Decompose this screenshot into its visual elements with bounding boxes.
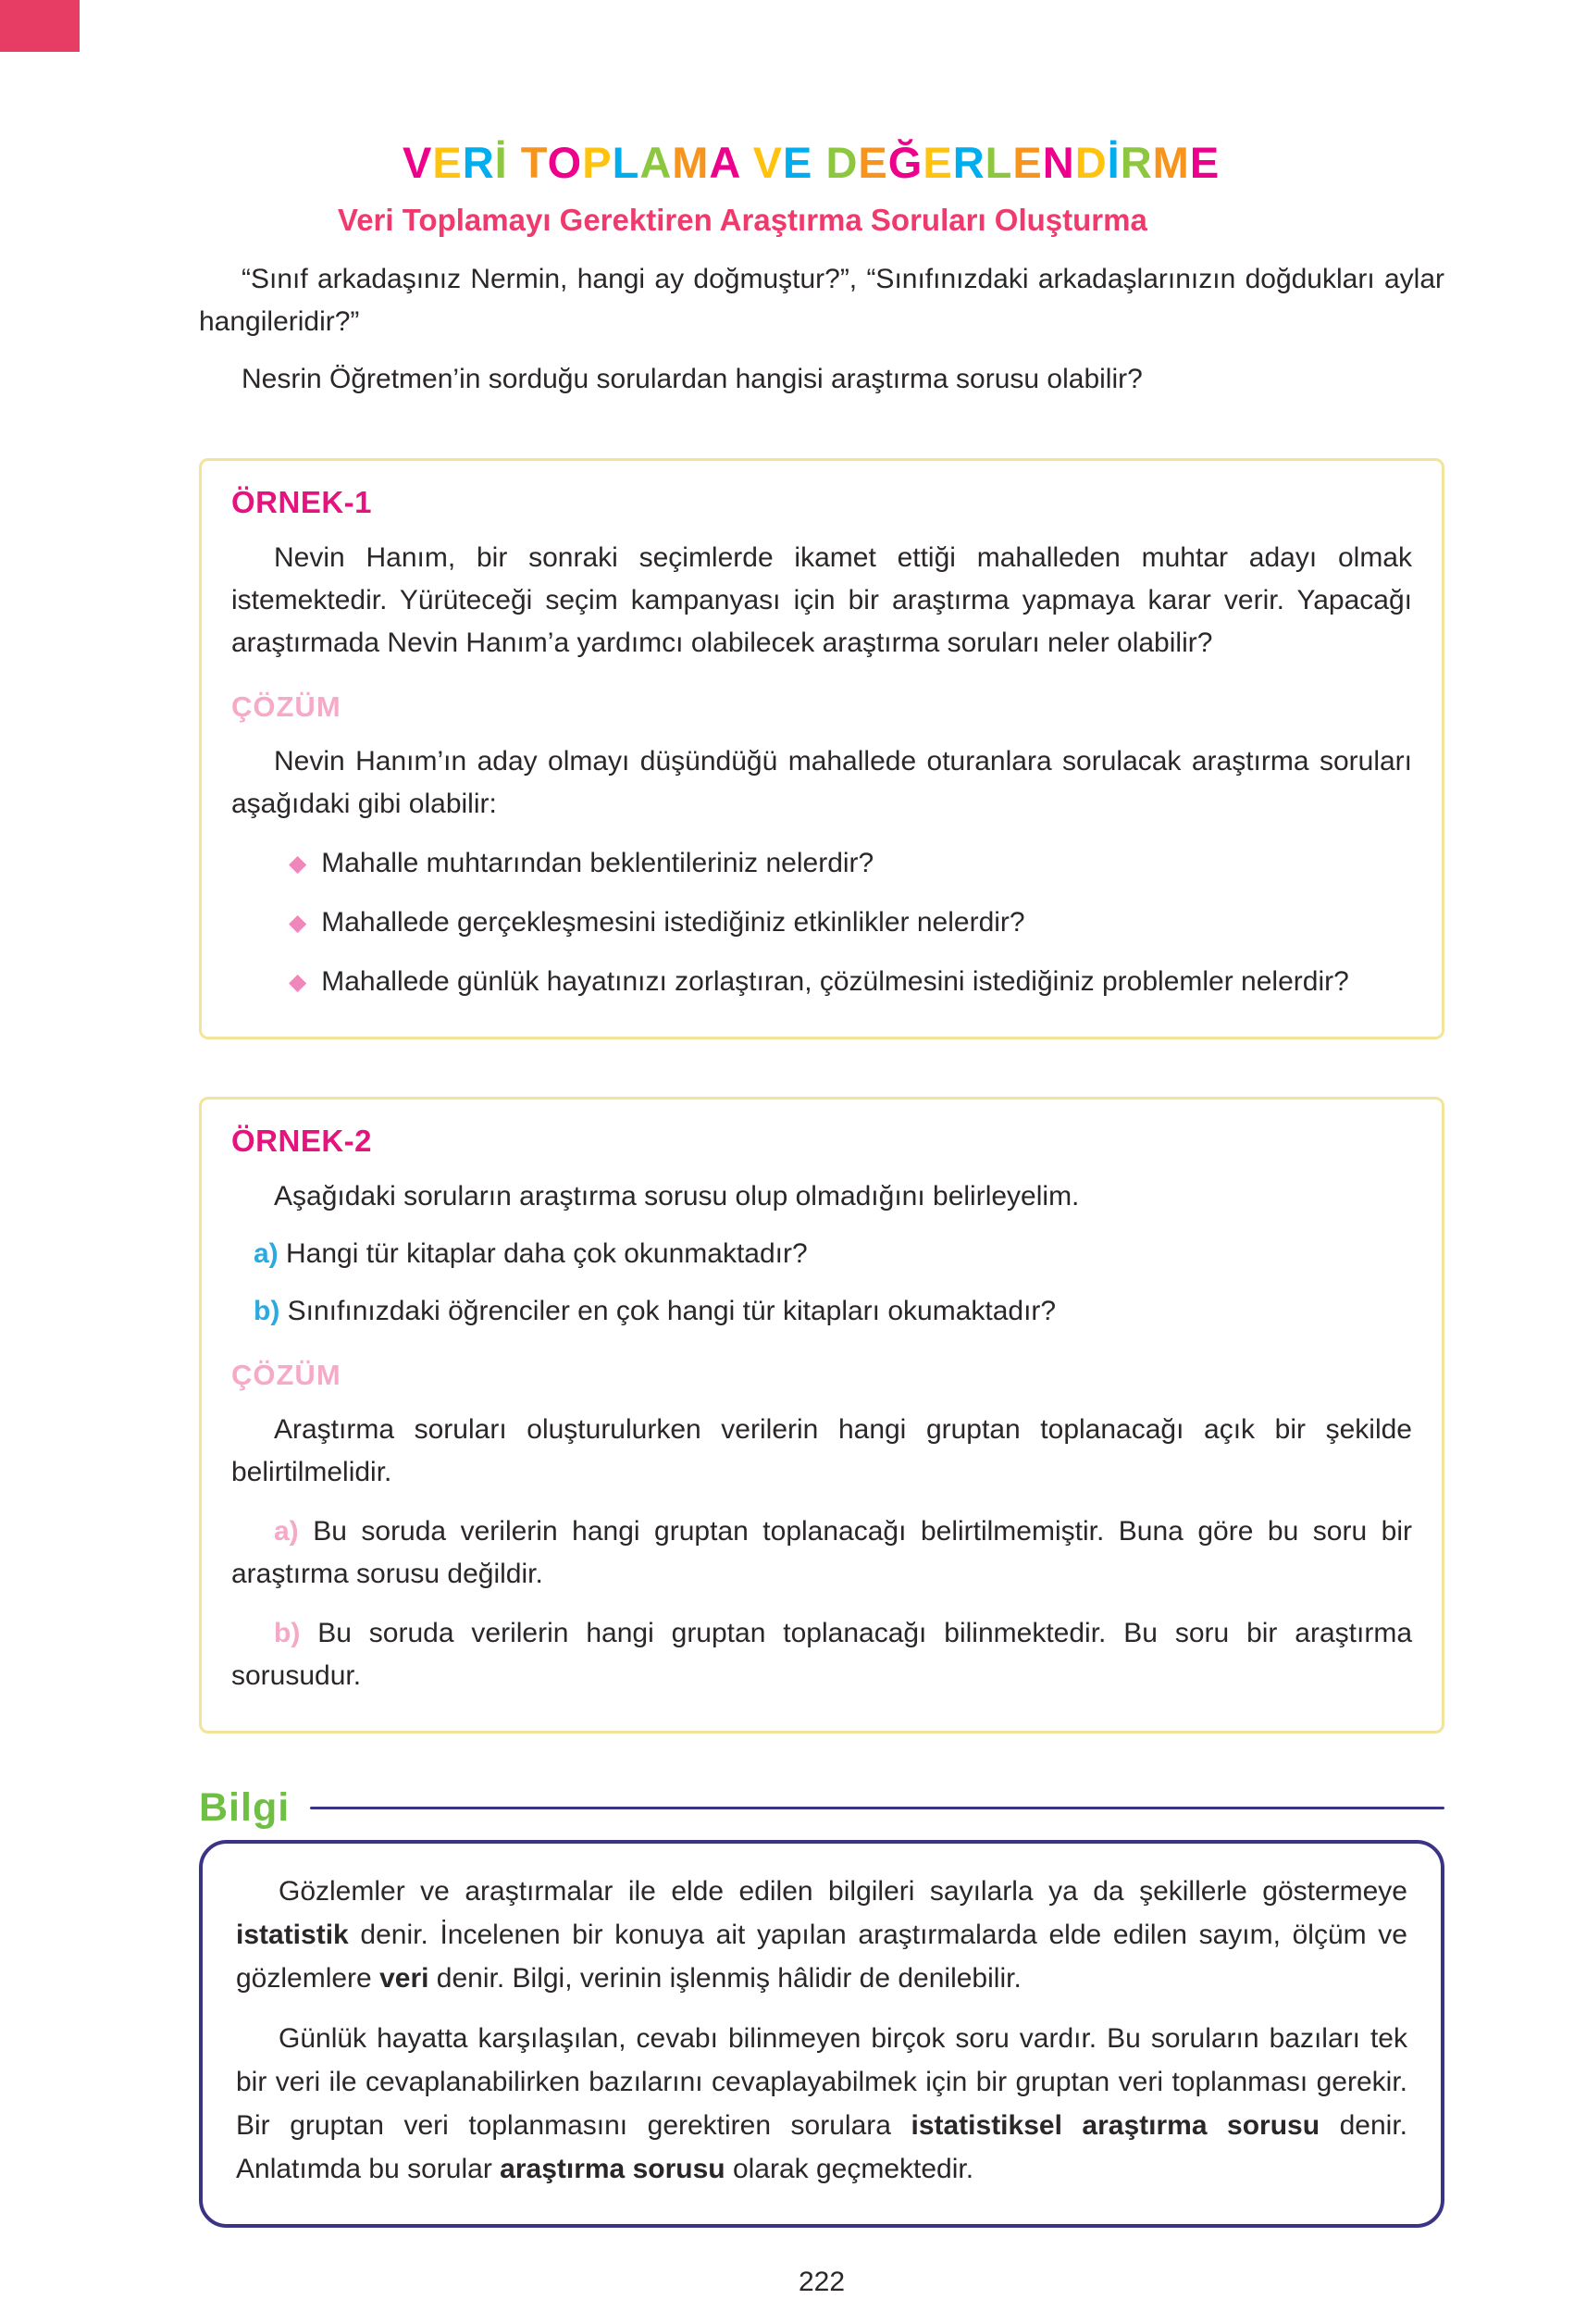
example-1-solution-intro: Nevin Hanım’ın aday olmayı düşündüğü mahallede oturanlara sorulacak araştırma soruları aşağıdaki gibi olabilir: bbox=[231, 746, 1412, 819]
example-2-solution-label: ÇÖZÜM bbox=[231, 1359, 341, 1391]
diamond-bullet-icon: ◆ bbox=[289, 851, 307, 876]
example-1-problem: Nevin Hanım, bir sonraki seçimlerde ikamet ettiği mahalleden muhtar adayı olmak istemektedir. Yürüteceği seçim kampanyası için bir araştırma yapmaya karar verir. Yapacağı araştırmada Nevin Hanım’a yardımcı olabilecek araştırma soruları neler olabilir? bbox=[231, 542, 1412, 658]
info-paragraph-1: Gözlemler ve araştırmalar ile elde edilen bilgileri sayılarla ya da şekillerle göstermeye istatistik denir. İncelenen bir konuya ait yapılan araştırmalarda elde edilen sayım, ölçüm ve gözlemlere veri denir. Bilgi, verinin işlenmiş hâlidir de denilebilir. bbox=[236, 1876, 1407, 1994]
bullet-text: Mahalle muhtarından beklentileriniz nelerdir? bbox=[321, 848, 874, 878]
example-2-box bbox=[199, 1097, 1444, 1734]
example-1-header: ÖRNEK-1 bbox=[231, 485, 373, 519]
info-label-row bbox=[199, 1785, 1444, 1831]
page-number: 222 bbox=[798, 2267, 846, 2297]
info-box bbox=[199, 1840, 1444, 2228]
bullet-text: Mahallede gerçekleşmesini istediğiniz etkinlikler nelerdir? bbox=[321, 907, 1025, 938]
example-2-intro: Aşağıdaki soruların araştırma sorusu olup olmadığını belirleyelim. bbox=[274, 1181, 1080, 1212]
info-label: Bilgi bbox=[199, 1785, 291, 1830]
example-1-solution-label: ÇÖZÜM bbox=[231, 690, 341, 723]
example-2-solution-b: b) Bu soruda verilerin hangi gruptan toplanacağı bilinmektedir. Bu soru bir araştırma sorusudur. bbox=[231, 1618, 1413, 1691]
page-corner-mark bbox=[0, 0, 80, 52]
example-2-solution-intro: Araştırma soruları oluşturulurken verilerin hangi gruptan toplanacağı açık bir şekilde belirtilmelidir. bbox=[231, 1414, 1412, 1487]
example-2-question-b: b) Sınıfınızdaki öğrenciler en çok hangi tür kitapları okumaktadır? bbox=[254, 1296, 1057, 1326]
list-item bbox=[289, 901, 1412, 944]
example-1-box bbox=[199, 458, 1444, 1039]
list-item bbox=[289, 961, 1412, 1003]
example-2-header: ÖRNEK-2 bbox=[231, 1124, 373, 1158]
list-item bbox=[289, 842, 1412, 885]
bullet-text: Mahallede günlük hayatınızı zorlaştıran, çözülmesini istediğiniz problemler nelerdir? bbox=[321, 966, 1349, 997]
page-title: VERİ TOPLAMA VE DEĞERLENDİRME bbox=[403, 138, 1221, 187]
example-1-bullet-list bbox=[231, 842, 1412, 1003]
section-subtitle: Veri Toplamayı Gerektiren Araştırma Soruları Oluşturma bbox=[338, 203, 1147, 237]
diamond-bullet-icon: ◆ bbox=[289, 910, 307, 936]
example-2-solution-a: a) Bu soruda verilerin hangi gruptan toplanacağı belirtilmemiştir. Buna göre bu soru bir araştırma sorusu değildir. bbox=[231, 1516, 1412, 1589]
info-divider-line bbox=[310, 1807, 1444, 1809]
diamond-bullet-icon: ◆ bbox=[289, 969, 307, 995]
example-2-question-a: a) Hangi tür kitaplar daha çok okunmaktadır? bbox=[254, 1238, 808, 1269]
intro-paragraph-1: “Sınıf arkadaşınız Nermin, hangi ay doğmuştur?”, “Sınıfınızdaki arkadaşlarınızın doğdukları aylar hangileridir?” bbox=[199, 264, 1444, 337]
info-paragraph-2: Günlük hayatta karşılaşılan, cevabı bilinmeyen birçok soru vardır. Bu soruların bazıları tek bir veri ile cevaplanabilirken bazılarını cevaplayabilmek için bir gruptan veri toplanması gerekir. Bir gruptan veri toplanmasını gerektiren sorulara istatistiksel araştırma sorusu denir. Anlatımda bu sorular araştırma sorusu olarak geçmektedir. bbox=[236, 2023, 1407, 2184]
intro-paragraph-2: Nesrin Öğretmen’in sorduğu sorulardan hangisi araştırma sorusu olabilir? bbox=[242, 364, 1143, 394]
